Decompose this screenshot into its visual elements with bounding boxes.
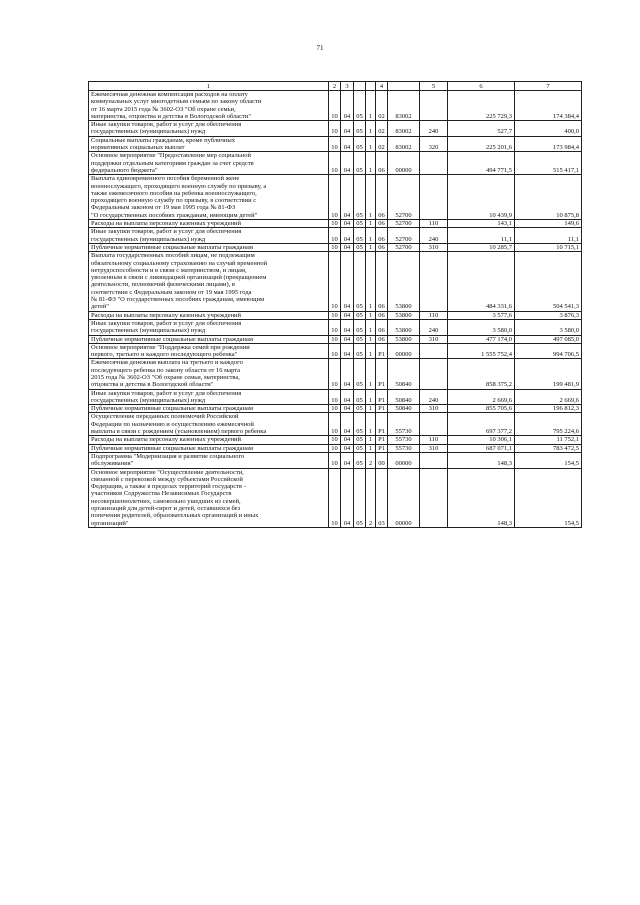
subsection-code: 04 — [341, 436, 354, 444]
amount-year-2: 199 481,9 — [515, 359, 582, 389]
header-cell: 7 — [515, 82, 582, 91]
amount-year-1: 148,3 — [448, 452, 515, 468]
table-row — [89, 220, 582, 228]
direction-code: 00000 — [388, 468, 420, 527]
section-code: 10 — [329, 136, 341, 152]
amount-year-1: 10 439,9 — [448, 175, 515, 220]
activity-code: 02 — [376, 91, 388, 121]
row-name: Публичные нормативные социальные выплаты гражданам — [89, 405, 329, 413]
expense-type-code: 310 — [420, 243, 448, 251]
amount-year-1: 143,1 — [448, 220, 515, 228]
amount-year-2: 2 669,6 — [515, 389, 582, 405]
subsection-code: 04 — [341, 343, 354, 359]
subprogram-code: 1 — [366, 243, 376, 251]
subsection-code: 04 — [341, 359, 354, 389]
section-code: 10 — [329, 91, 341, 121]
subprogram-code: 1 — [366, 413, 376, 436]
direction-code: 00000 — [388, 343, 420, 359]
direction-code: 53800 — [388, 252, 420, 311]
program-code: 05 — [354, 136, 366, 152]
expense-type-code — [420, 468, 448, 527]
row-name: Иные закупки товаров, работ и услуг для обеспечения государственных (муниципальных) нужд — [89, 228, 329, 244]
amount-year-1: 858 375,2 — [448, 359, 515, 389]
table-row — [89, 228, 582, 244]
subsection-code: 04 — [341, 452, 354, 468]
amount-year-2: 196 812,3 — [515, 405, 582, 413]
subsection-code: 04 — [341, 311, 354, 319]
subprogram-code: 1 — [366, 252, 376, 311]
activity-code: 06 — [376, 311, 388, 319]
direction-code: 53800 — [388, 335, 420, 343]
program-code: 05 — [354, 436, 366, 444]
direction-code: 52700 — [388, 220, 420, 228]
subsection-code: 04 — [341, 220, 354, 228]
table-row — [89, 91, 582, 121]
section-code: 10 — [329, 343, 341, 359]
table-row — [89, 152, 582, 175]
section-code: 10 — [329, 252, 341, 311]
subprogram-code: 1 — [366, 319, 376, 335]
row-name: Иные закупки товаров, работ и услуг для обеспечения государственных (муниципальных) нужд — [89, 121, 329, 137]
header-cell: 4 — [376, 82, 388, 91]
amount-year-1: 148,3 — [448, 468, 515, 527]
activity-code: 03 — [376, 468, 388, 527]
activity-code: 06 — [376, 243, 388, 251]
subsection-code: 04 — [341, 319, 354, 335]
direction-code: 52700 — [388, 243, 420, 251]
header-cell: 3 — [341, 82, 354, 91]
amount-year-2: 173 984,4 — [515, 136, 582, 152]
amount-year-2: 10 715,1 — [515, 243, 582, 251]
subprogram-code: 2 — [366, 452, 376, 468]
program-code: 05 — [354, 343, 366, 359]
table-row — [89, 311, 582, 319]
subprogram-code: 1 — [366, 311, 376, 319]
section-code: 10 — [329, 413, 341, 436]
subsection-code: 04 — [341, 136, 354, 152]
header-cell: 2 — [329, 82, 341, 91]
direction-code: 52700 — [388, 175, 420, 220]
amount-year-1: 11,1 — [448, 228, 515, 244]
direction-code: 50840 — [388, 359, 420, 389]
program-code: 05 — [354, 152, 366, 175]
activity-code: 00 — [376, 452, 388, 468]
program-code: 05 — [354, 405, 366, 413]
table-row — [89, 335, 582, 343]
table-row — [89, 444, 582, 452]
amount-year-1: 10 285,7 — [448, 243, 515, 251]
activity-code: 06 — [376, 220, 388, 228]
amount-year-1: 1 555 752,4 — [448, 343, 515, 359]
direction-code: 83002 — [388, 121, 420, 137]
header-row — [89, 82, 582, 91]
row-name: Публичные нормативные социальные выплаты гражданам — [89, 335, 329, 343]
subprogram-code: 1 — [366, 436, 376, 444]
amount-year-2: 154,5 — [515, 452, 582, 468]
amount-year-2: 3 580,0 — [515, 319, 582, 335]
expense-type-code: 310 — [420, 444, 448, 452]
section-code: 10 — [329, 436, 341, 444]
amount-year-1: 494 771,5 — [448, 152, 515, 175]
subsection-code: 04 — [341, 175, 354, 220]
expense-type-code: 110 — [420, 220, 448, 228]
table-row — [89, 121, 582, 137]
activity-code: P1 — [376, 389, 388, 405]
direction-code: 83002 — [388, 136, 420, 152]
section-code: 10 — [329, 405, 341, 413]
expense-type-code: 310 — [420, 405, 448, 413]
header-cell — [388, 82, 420, 91]
subsection-code: 04 — [341, 405, 354, 413]
row-name: Осуществление переданных полномочий Российской Федерации по назначению и осуществлению ежемесячной выплаты в связи с рождением (усыновлением) первого ребенка — [89, 413, 329, 436]
section-code: 10 — [329, 152, 341, 175]
program-code: 05 — [354, 91, 366, 121]
amount-year-2: 11 752,1 — [515, 436, 582, 444]
direction-code: 55730 — [388, 436, 420, 444]
row-name: Подпрограмма "Модернизация и развитие социального обслуживания" — [89, 452, 329, 468]
amount-year-2: 154,5 — [515, 468, 582, 527]
activity-code: 02 — [376, 121, 388, 137]
direction-code: 00000 — [388, 152, 420, 175]
subprogram-code: 1 — [366, 136, 376, 152]
section-code: 10 — [329, 452, 341, 468]
expense-type-code: 110 — [420, 311, 448, 319]
amount-year-2: 10 875,8 — [515, 175, 582, 220]
row-name: Расходы на выплаты персоналу казенных учреждений — [89, 436, 329, 444]
section-code: 10 — [329, 468, 341, 527]
amount-year-1: 477 174,0 — [448, 335, 515, 343]
header-cell: 5 — [420, 82, 448, 91]
subsection-code: 04 — [341, 389, 354, 405]
direction-code: 50840 — [388, 389, 420, 405]
program-code: 05 — [354, 252, 366, 311]
amount-year-1: 3 580,0 — [448, 319, 515, 335]
activity-code: P1 — [376, 444, 388, 452]
row-name: Основное мероприятие "Предоставление мер социальной поддержки отдельным категориям граждан за счет средств федерального бюджета" — [89, 152, 329, 175]
subprogram-code: 2 — [366, 468, 376, 527]
header-cell — [354, 82, 366, 91]
subsection-code: 04 — [341, 413, 354, 436]
subsection-code: 04 — [341, 152, 354, 175]
activity-code: 06 — [376, 228, 388, 244]
program-code: 05 — [354, 311, 366, 319]
amount-year-2: 149,6 — [515, 220, 582, 228]
program-code: 05 — [354, 444, 366, 452]
activity-code: P1 — [376, 436, 388, 444]
expense-type-code — [420, 359, 448, 389]
expense-type-code: 240 — [420, 389, 448, 405]
activity-code: 06 — [376, 175, 388, 220]
direction-code: 50840 — [388, 405, 420, 413]
direction-code: 55730 — [388, 444, 420, 452]
amount-year-2: 515 417,1 — [515, 152, 582, 175]
subsection-code: 04 — [341, 335, 354, 343]
section-code: 10 — [329, 335, 341, 343]
amount-year-2: 174 384,4 — [515, 91, 582, 121]
subsection-code: 04 — [341, 444, 354, 452]
header-cell: 1 — [89, 82, 329, 91]
row-name: Основное мероприятие "Осуществление деятельности, связанной с перевозкой между субъектами Российской Федерации, а также в пределах территорий государств - участников Содружества Независимых Государств несовершеннолетних, самовольно ушедших из семей, организаций для детей-сирот и детей, оставшихся без попечения родителей, образовательных организаций и иных организаций" — [89, 468, 329, 527]
subsection-code: 04 — [341, 252, 354, 311]
subsection-code: 04 — [341, 91, 354, 121]
table-row — [89, 413, 582, 436]
section-code: 10 — [329, 175, 341, 220]
direction-code: 55730 — [388, 413, 420, 436]
program-code: 05 — [354, 413, 366, 436]
row-name: Публичные нормативные социальные выплаты гражданам — [89, 243, 329, 251]
amount-year-2: 504 541,3 — [515, 252, 582, 311]
direction-code: 00000 — [388, 452, 420, 468]
expense-type-code — [420, 175, 448, 220]
amount-year-1: 10 306,1 — [448, 436, 515, 444]
amount-year-1: 687 071,1 — [448, 444, 515, 452]
direction-code: 53800 — [388, 311, 420, 319]
subprogram-code: 1 — [366, 359, 376, 389]
table-row — [89, 389, 582, 405]
subprogram-code: 1 — [366, 444, 376, 452]
amount-year-2: 11,1 — [515, 228, 582, 244]
amount-year-2: 783 472,5 — [515, 444, 582, 452]
expense-type-code: 240 — [420, 121, 448, 137]
subprogram-code: 1 — [366, 121, 376, 137]
subprogram-code: 1 — [366, 175, 376, 220]
row-name: Расходы на выплаты персоналу казенных учреждений — [89, 220, 329, 228]
row-name: Основное мероприятие "Поддержка семей при рождении первого, третьего и каждого последующего ребенка" — [89, 343, 329, 359]
expense-type-code: 110 — [420, 436, 448, 444]
table-row — [89, 252, 582, 311]
table-row — [89, 405, 582, 413]
activity-code: P1 — [376, 343, 388, 359]
amount-year-2: 497 085,0 — [515, 335, 582, 343]
table-row — [89, 452, 582, 468]
activity-code: 06 — [376, 152, 388, 175]
direction-code: 83002 — [388, 91, 420, 121]
row-name: Ежемесячная денежная компенсация расходов на оплату коммунальных услуг многодетным семьям по закону области от 16 марта 2015 года № 3602-ОЗ "Об охране семьи, материнства, отцовства и детства в Вологодской области" — [89, 91, 329, 121]
activity-code: P1 — [376, 359, 388, 389]
row-name: Выплата единовременного пособия беременной жене военнослужащего, проходящего военную службу по призыву, а также ежемесячного пособия на ребенка военнослужащего, проходящего военную службу по призыву, в соответствии с Федеральным законом от 19 мая 1995 года № 81-ФЗ "О государственных пособиях гражданам, имеющим детей" — [89, 175, 329, 220]
amount-year-2: 3 876,3 — [515, 311, 582, 319]
expense-type-code — [420, 452, 448, 468]
amount-year-1: 3 577,6 — [448, 311, 515, 319]
program-code: 05 — [354, 175, 366, 220]
program-code: 05 — [354, 220, 366, 228]
subprogram-code: 1 — [366, 405, 376, 413]
direction-code: 53800 — [388, 319, 420, 335]
row-name: Публичные нормативные социальные выплаты гражданам — [89, 444, 329, 452]
program-code: 05 — [354, 228, 366, 244]
program-code: 05 — [354, 319, 366, 335]
subsection-code: 04 — [341, 121, 354, 137]
amount-year-1: 225 201,6 — [448, 136, 515, 152]
program-code: 05 — [354, 359, 366, 389]
expense-type-code — [420, 343, 448, 359]
section-code: 10 — [329, 243, 341, 251]
subprogram-code: 1 — [366, 343, 376, 359]
row-name: Расходы на выплаты персоналу казенных учреждений — [89, 311, 329, 319]
row-name: Иные закупки товаров, работ и услуг для обеспечения государственных (муниципальных) нужд — [89, 319, 329, 335]
expense-type-code — [420, 91, 448, 121]
expense-type-code — [420, 413, 448, 436]
activity-code: P1 — [376, 405, 388, 413]
subprogram-code: 1 — [366, 152, 376, 175]
amount-year-2: 400,0 — [515, 121, 582, 137]
amount-year-1: 697 377,2 — [448, 413, 515, 436]
table-row — [89, 243, 582, 251]
amount-year-1: 527,7 — [448, 121, 515, 137]
subprogram-code: 1 — [366, 220, 376, 228]
subsection-code: 04 — [341, 228, 354, 244]
activity-code: 06 — [376, 252, 388, 311]
amount-year-1: 855 705,6 — [448, 405, 515, 413]
header-cell — [366, 82, 376, 91]
program-code: 05 — [354, 335, 366, 343]
expense-type-code: 240 — [420, 228, 448, 244]
table-row — [89, 343, 582, 359]
section-code: 10 — [329, 319, 341, 335]
section-code: 10 — [329, 444, 341, 452]
section-code: 10 — [329, 228, 341, 244]
expense-type-code: 320 — [420, 136, 448, 152]
expense-type-code — [420, 252, 448, 311]
table-row — [89, 136, 582, 152]
expense-type-code: 240 — [420, 319, 448, 335]
table-row — [89, 319, 582, 335]
section-code: 10 — [329, 311, 341, 319]
page-number: 71 — [316, 44, 324, 52]
amount-year-1: 2 669,6 — [448, 389, 515, 405]
header-cell: 6 — [448, 82, 515, 91]
expense-type-code: 310 — [420, 335, 448, 343]
subprogram-code: 1 — [366, 389, 376, 405]
program-code: 05 — [354, 468, 366, 527]
subprogram-code: 1 — [366, 228, 376, 244]
table-row — [89, 436, 582, 444]
subprogram-code: 1 — [366, 335, 376, 343]
amount-year-2: 994 706,5 — [515, 343, 582, 359]
table-row — [89, 468, 582, 527]
row-name: Ежемесячная денежная выплата на третьего и каждого последующего ребенка по закону области от 16 марта 2015 года № 3602-ОЗ "Об охране семьи, материнства, отцовства и детства в Вологодской области" — [89, 359, 329, 389]
activity-code: 06 — [376, 319, 388, 335]
subprogram-code: 1 — [366, 91, 376, 121]
row-name: Выплата государственных пособий лицам, не подлежащим обязательному социальному страхованию на случай временной нетрудоспособности и в связи с материнством, и лицам, уволенным в связи с ликвидацией организаций (прекращением деятельности, полномочий физическими лицами), в соответствии с Федеральным законом от 19 мая 1995 года № 81-ФЗ "О государственных пособиях гражданам, имеющим детей" — [89, 252, 329, 311]
program-code: 05 — [354, 452, 366, 468]
activity-code: 06 — [376, 335, 388, 343]
amount-year-2: 795 224,6 — [515, 413, 582, 436]
activity-code: 02 — [376, 136, 388, 152]
program-code: 05 — [354, 121, 366, 137]
table-row — [89, 359, 582, 389]
section-code: 10 — [329, 220, 341, 228]
table-row — [89, 175, 582, 220]
expense-type-code — [420, 152, 448, 175]
amount-year-1: 225 729,3 — [448, 91, 515, 121]
row-name: Иные закупки товаров, работ и услуг для обеспечения государственных (муниципальных) нужд — [89, 389, 329, 405]
subsection-code: 04 — [341, 243, 354, 251]
row-name: Социальные выплаты гражданам, кроме публичных нормативных социальных выплат — [89, 136, 329, 152]
section-code: 10 — [329, 121, 341, 137]
amount-year-1: 484 331,6 — [448, 252, 515, 311]
section-code: 10 — [329, 359, 341, 389]
subsection-code: 04 — [341, 468, 354, 527]
budget-table — [88, 81, 582, 528]
program-code: 05 — [354, 389, 366, 405]
direction-code: 52700 — [388, 228, 420, 244]
program-code: 05 — [354, 243, 366, 251]
section-code: 10 — [329, 389, 341, 405]
activity-code: P1 — [376, 413, 388, 436]
